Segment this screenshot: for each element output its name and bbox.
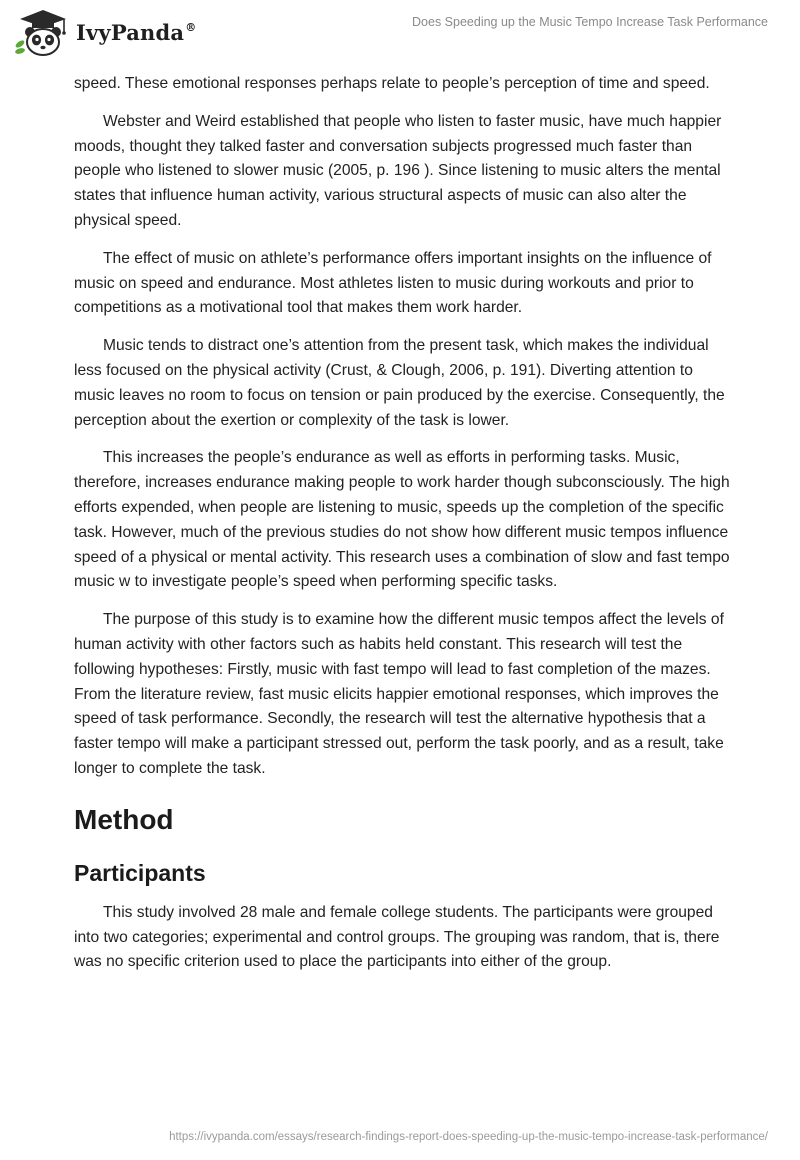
paragraph: Webster and Weird established that people who listen to faster music, have much happier moods, thought they talked faster and conversation subjects progressed much faster than people who listened to slower music (2005, p. 196 ). Since listening to music alters the mental states that influence human activity, various structural aspects of music can also alter the physical speed. <box>74 112 722 229</box>
document-title: Does Speeding up the Music Tempo Increase Task Performance <box>412 15 768 29</box>
heading-method: Method <box>74 803 174 835</box>
brand-name: IvyPanda® <box>76 19 197 45</box>
heading-participants: Participants <box>74 859 206 886</box>
paragraph: Music tends to distract one’s attention from the present task, which makes the individual less focused on the physical activity (Crust, & Clough, 2006, p. 191). Diverting attention to music leaves no room to focus on tension or pain produced by the exercise. Consequently, the perception about the exertion or complexity of the task is lower. <box>74 337 725 429</box>
paragraph: This study involved 28 male and female college students. The participants were grouped into two categories; experimental and control groups. The grouping was random, that is, there was no specific criterion used to place the participants into either of the group. <box>74 903 720 971</box>
source-url[interactable]: https://ivypanda.com/essays/research-findings-report-does-speeding-up-the-music-tempo-increase-task-performance/ <box>169 1131 768 1143</box>
paragraph: The effect of music on athlete’s performance offers important insights on the influence of music on speed and endurance. Most athletes listen to music during workouts and prior to competitions as a motivational tool that makes them work harder. <box>74 249 712 317</box>
paragraph: This increases the people’s endurance as well as efforts in performing tasks. Music, therefore, increases endurance making people to work harder though subconsciously. The high efforts expended, when people are listening to music, speeds up the completion of the specific task. However, much of the previous studies do not show how different music tempos influence speed of a physical or mental activity. This research uses a combination of slow and fast tempo music w to investigate people’s speed when performing specific tasks. <box>74 449 730 591</box>
paragraph-continuation: speed. These emotional responses perhaps relate to people’s perception of time and speed. <box>74 75 710 92</box>
paragraph: The purpose of this study is to examine how the different music tempos affect the levels of human activity with other factors such as habits held constant. This research will test the following hypotheses: Firstly, music with fast tempo will lead to fast completion of the mazes. From the literature review, fast music elicits happier emotional responses, which improves the speed of task performance. Secondly, the research will test the alternative hypothesis that a faster tempo will make a participant stressed out, perform the task poorly, and as a result, take longer to complete the task. <box>74 611 724 777</box>
article-body <box>74 72 734 988</box>
panda-graduate-icon <box>14 8 72 56</box>
page-header <box>0 0 800 70</box>
ivypanda-logo[interactable] <box>14 8 196 56</box>
